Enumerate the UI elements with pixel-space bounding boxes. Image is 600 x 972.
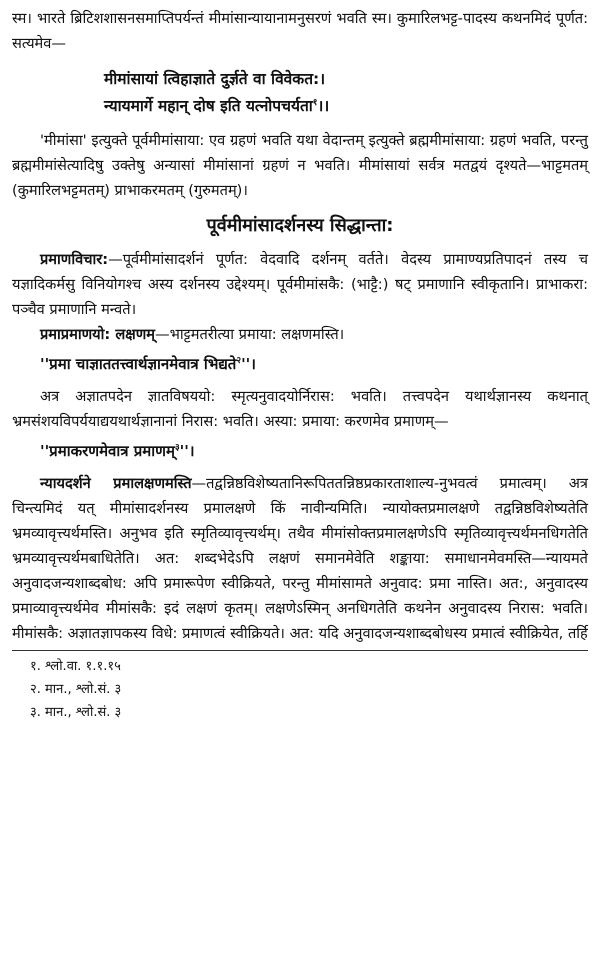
mimamsa-paragraph: 'मीमांसा' इत्युक्ते पूर्वमीमांसाया: एव ग्रहणं भवति यथा वेदान्तम् इत्युक्ते ब्रह्ममीमांसाया: ग्रहणं भवति, परन्तु ब्रह्ममीमांसेत्यादिषु उक्तेषु अन्यासां मीमांसानां ग्रहणं न भवति। मीमांसायां सर्वत्र मतद्वयं दृश्यते—भाट्टमतम् (कुमारिलभट्टमतम्) प्राभाकरमतम् (गुरुमतम्)। [12, 132, 588, 199]
nyaya-text: —तद्वन्निष्ठविशेष्यतानिरूपिततन्निष्ठप्रकारताशाल्य-नुभवत्वं प्रमात्वम्। अत्र चिन्त्यमिदं यत् मीमांसादर्शनस्य प्रमालक्षणे किं नावीन्यमिति। न्यायोक्तप्रमालक्षणे तद्वन्निष्ठविशेष्यतेति भ्रमव्यावृत्त्यर्थमस्ति। अनुभव इति स्मृतिव्यावृत्त्यर्थम्। तथैव मीमांसोक्तप्रमालक्षणेऽपि स्मृतिव्यावृत्त्यर्थमनधिगतेति भ्रमव्यावृत्त्यर्थमबाधितेति। अत: शब्दभेदेऽपि लक्षणं समानमेवेति शङ्काया: समाधानमेवमस्ति—न्यायमते अनुवादजन्यशाब्दबोध: अपि प्रमारूपेण स्वीक्रियते, परन्तु मीमांसामते अनुवाद: प्रमा नास्ति। अत:, अनुवादस्य प्रमाव्यावृत्त्यर्थमेव मीमांसकै: इदं लक्षणं कृतम्। लक्षणेऽस्मिन् अनधिगतेति कथनेन अनुवादस्य निरास: भवति। मीमांसकै: अज्ञातज्ञापकस्य विधे: प्रमाणत्वं स्वीक्रियते। अत: यदि अनुवादजन्यशाब्दबोधस्य प्रमात्वं स्वीक्रियेत, तर्हि [12, 475, 588, 642]
pramana-quote-text: ''प्रमाकरणमेवात्र प्रमाणम् [40, 442, 175, 460]
footnote-3: ३. मान., श्लो.सं. ३ [30, 705, 122, 720]
section-heading: पूर्वमीमांसादर्शनस्य सिद्धान्ता: [206, 215, 394, 236]
verse-line-2-text: न्यायमार्गे महान् दोष इति यत्नोपचर्यता [104, 97, 313, 115]
footnote-divider [12, 650, 588, 651]
intro-paragraph: स्म। भारते ब्रिटिशशासनसमाप्तिपर्यन्तं मीमांसान्यायानामनुसरणं भवति स्म। कुमारिलभट्ट-पादस्य कथनमिदं पूर्णत: सत्यमेव— [12, 10, 588, 52]
pramana-vichara-text: —पूर्वमीमांसादर्शनं पूर्णत: वेदवादि दर्शनम् वर्तते। वेदस्य प्रामाण्यप्रतिपादनं तस्य च यज्ञादिकर्मसु विनियोगश्च अस्य दर्शनस्य उद्देश्यम्। पूर्वमीमांसकै: (भाट्टै:) षट् प्रमाणानि स्वीकृतानि। प्राभाकरा: पञ्चैव प्रमाणानि मन्वते। [12, 251, 588, 318]
verse-line-2 [104, 93, 588, 120]
nyaya-term: न्यायदर्शने प्रमालक्षणमस्ति [40, 475, 192, 492]
footnote-ref-3: ३ [174, 443, 180, 453]
prama-lakshana-text: —भाट्टमतरीत्या प्रमाया: लक्षणमस्ति। [154, 326, 345, 343]
footnote-ref-1: १ [312, 97, 318, 108]
verse-line-2-end: ।। [317, 97, 330, 115]
prama-quote [40, 351, 588, 378]
footnotes [12, 655, 588, 724]
pramana-quote-close: ''। [179, 442, 195, 460]
pramana-vichara-paragraph [12, 247, 588, 322]
footnote-1: १. श्लो.वा. १.१.१५ [30, 659, 121, 674]
pramana-vichara-term: प्रमाणविचार: [40, 251, 109, 268]
footnote-ref-2: २ [236, 356, 242, 366]
prama-quote-text: ''प्रमा चाज्ञाततत्त्वार्थज्ञानमेवात्र भिद्यते [40, 355, 237, 373]
verse-line-1: मीमांसायां त्विहाज्ञाते दुर्ज्ञते वा विवेकत:। [104, 70, 326, 88]
prama-quote-close: ''। [241, 355, 256, 373]
nyaya-paragraph [12, 471, 588, 646]
pramana-quote [40, 438, 588, 465]
footnote-2: २. मान., श्लो.सं. ३ [30, 682, 122, 697]
prama-lakshana-term: प्रमाप्रमाणयो: लक्षणम् [40, 326, 155, 343]
atra-paragraph: अत्र अज्ञातपदेन ज्ञातविषययो: स्मृत्यनुवादयोर्निरास: भवति। तत्त्वपदेन यथार्थज्ञानस्य कथनात् भ्रमसंशयविपर्ययाद्ययथार्थज्ञानानां निरास: भवति। अस्या: प्रमाया: करणमेव प्रमाणम्— [12, 388, 588, 430]
prama-lakshana-paragraph [12, 322, 588, 347]
